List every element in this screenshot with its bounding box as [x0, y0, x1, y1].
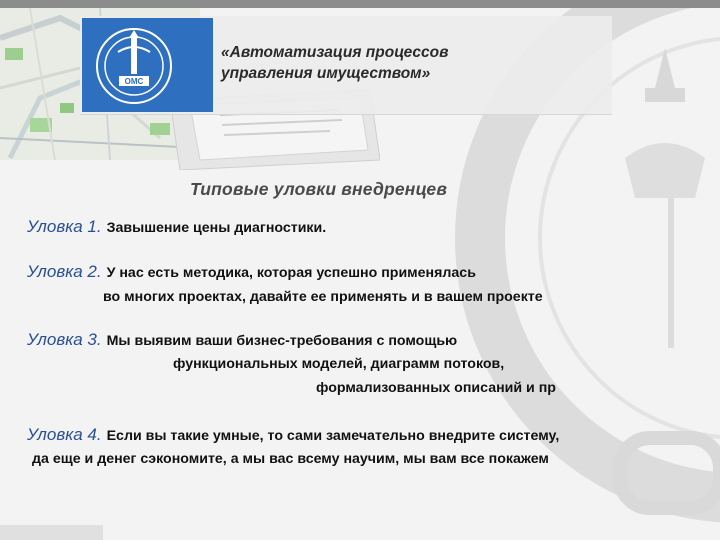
- trick-label: Уловка 3.: [27, 330, 102, 349]
- trick-text: У нас есть методика, которая успешно применялась: [106, 265, 476, 281]
- trick-text: Если вы такие умные, то сами замечательно внедрите систему,: [106, 428, 560, 444]
- top-strip: [0, 0, 720, 8]
- trick-1: [27, 217, 326, 237]
- trick-label: Уловка 4.: [27, 425, 102, 444]
- trick-label: Уловка 2.: [27, 262, 102, 281]
- footer-strip: [0, 525, 103, 540]
- presentation-title: [221, 42, 601, 84]
- emblem-icon: [82, 18, 213, 112]
- trick-4-line-2: да еще и денег сэкономите, а мы вас всему научим, мы вам все покажем: [32, 451, 549, 467]
- slide-content: [0, 160, 720, 540]
- slide-title: Типовые уловки внедренцев: [190, 179, 448, 199]
- trick-3: [27, 330, 457, 350]
- trick-text: Мы выявим ваши бизнес-требования с помощью: [106, 333, 458, 349]
- trick-3-line-3: формализованных описаний и пр: [316, 380, 556, 396]
- title-line-1: «Автоматизация процессов: [221, 44, 449, 61]
- title-line-2: управления имуществом»: [221, 65, 431, 82]
- trick-2-line-2: во многих проектах, давайте ее применять и в вашем проекте: [103, 289, 543, 305]
- trick-label: Уловка 1.: [27, 217, 102, 236]
- trick-2: [27, 262, 476, 282]
- trick-3-line-2: функциональных моделей, диаграмм потоков,: [173, 356, 505, 372]
- logo-emblem-text: ОМС: [124, 77, 144, 86]
- trick-text: Завышение цены диагностики.: [106, 220, 327, 236]
- logo: [82, 18, 213, 112]
- trick-4: [27, 425, 559, 445]
